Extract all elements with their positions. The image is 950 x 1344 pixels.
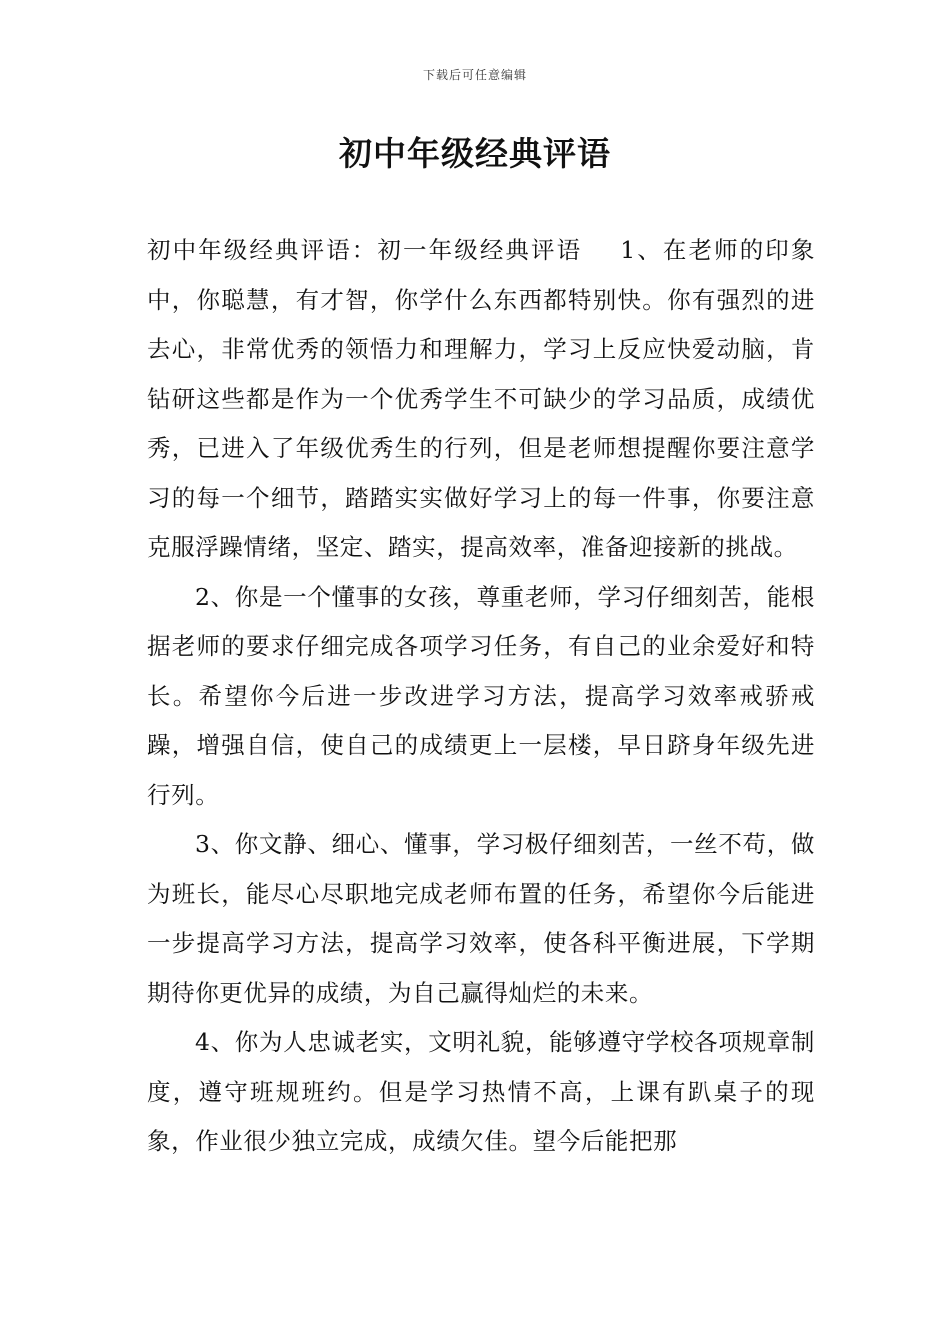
paragraph-3: 3、你文静、细心、懂事，学习极仔细刻苦，一丝不苟，做为班长，能尽心尽职地完成老师布置的任务，希望你今后能进一步提高学习方法，提高学习效率，使各科平衡进展，下学期期待你更优异的成绩，为自己赢得灿烂的未来。 (147, 830, 815, 1007)
paragraph-1 (147, 226, 815, 573)
header-note: 下载后可任意编辑 (422, 68, 527, 82)
document-title: 初中年级经典评语 (339, 134, 611, 173)
document-body (147, 226, 815, 1167)
intro-lead: 初中年级经典评语：初一年级经典评语 (147, 236, 583, 264)
paragraph-1-text: 1、在老师的印象中，你聪慧，有才智，你学什么东西都特别快。你有强烈的进去心，非常优秀的领悟力和理解力，学习上反应快爱动脑，肯钻研这些都是作为一个优秀学生不可缺少的学习品质，成绩优秀，已进入了年级优秀生的行列，但是老师想提醒你要注意学习的每一个细节，踏踏实实做好学习上的每一件事，你要注意克服浮躁情绪，坚定、踏实，提高效率，准备迎接新的挑战。 (147, 236, 815, 561)
paragraph-4: 4、你为人忠诚老实，文明礼貌，能够遵守学校各项规章制度，遵守班规班约。但是学习热情不高，上课有趴桌子的现象，作业很少独立完成，成绩欠佳。望今后能把那 (147, 1028, 815, 1155)
paragraph-2: 2、你是一个懂事的女孩，尊重老师，学习仔细刻苦，能根据老师的要求仔细完成各项学习任务，有自己的业余爱好和特长。希望你今后进一步改进学习方法，提高学习效率戒骄戒躁，增强自信，使自己的成绩更上一层楼，早日跻身年级先进行列。 (147, 582, 815, 809)
